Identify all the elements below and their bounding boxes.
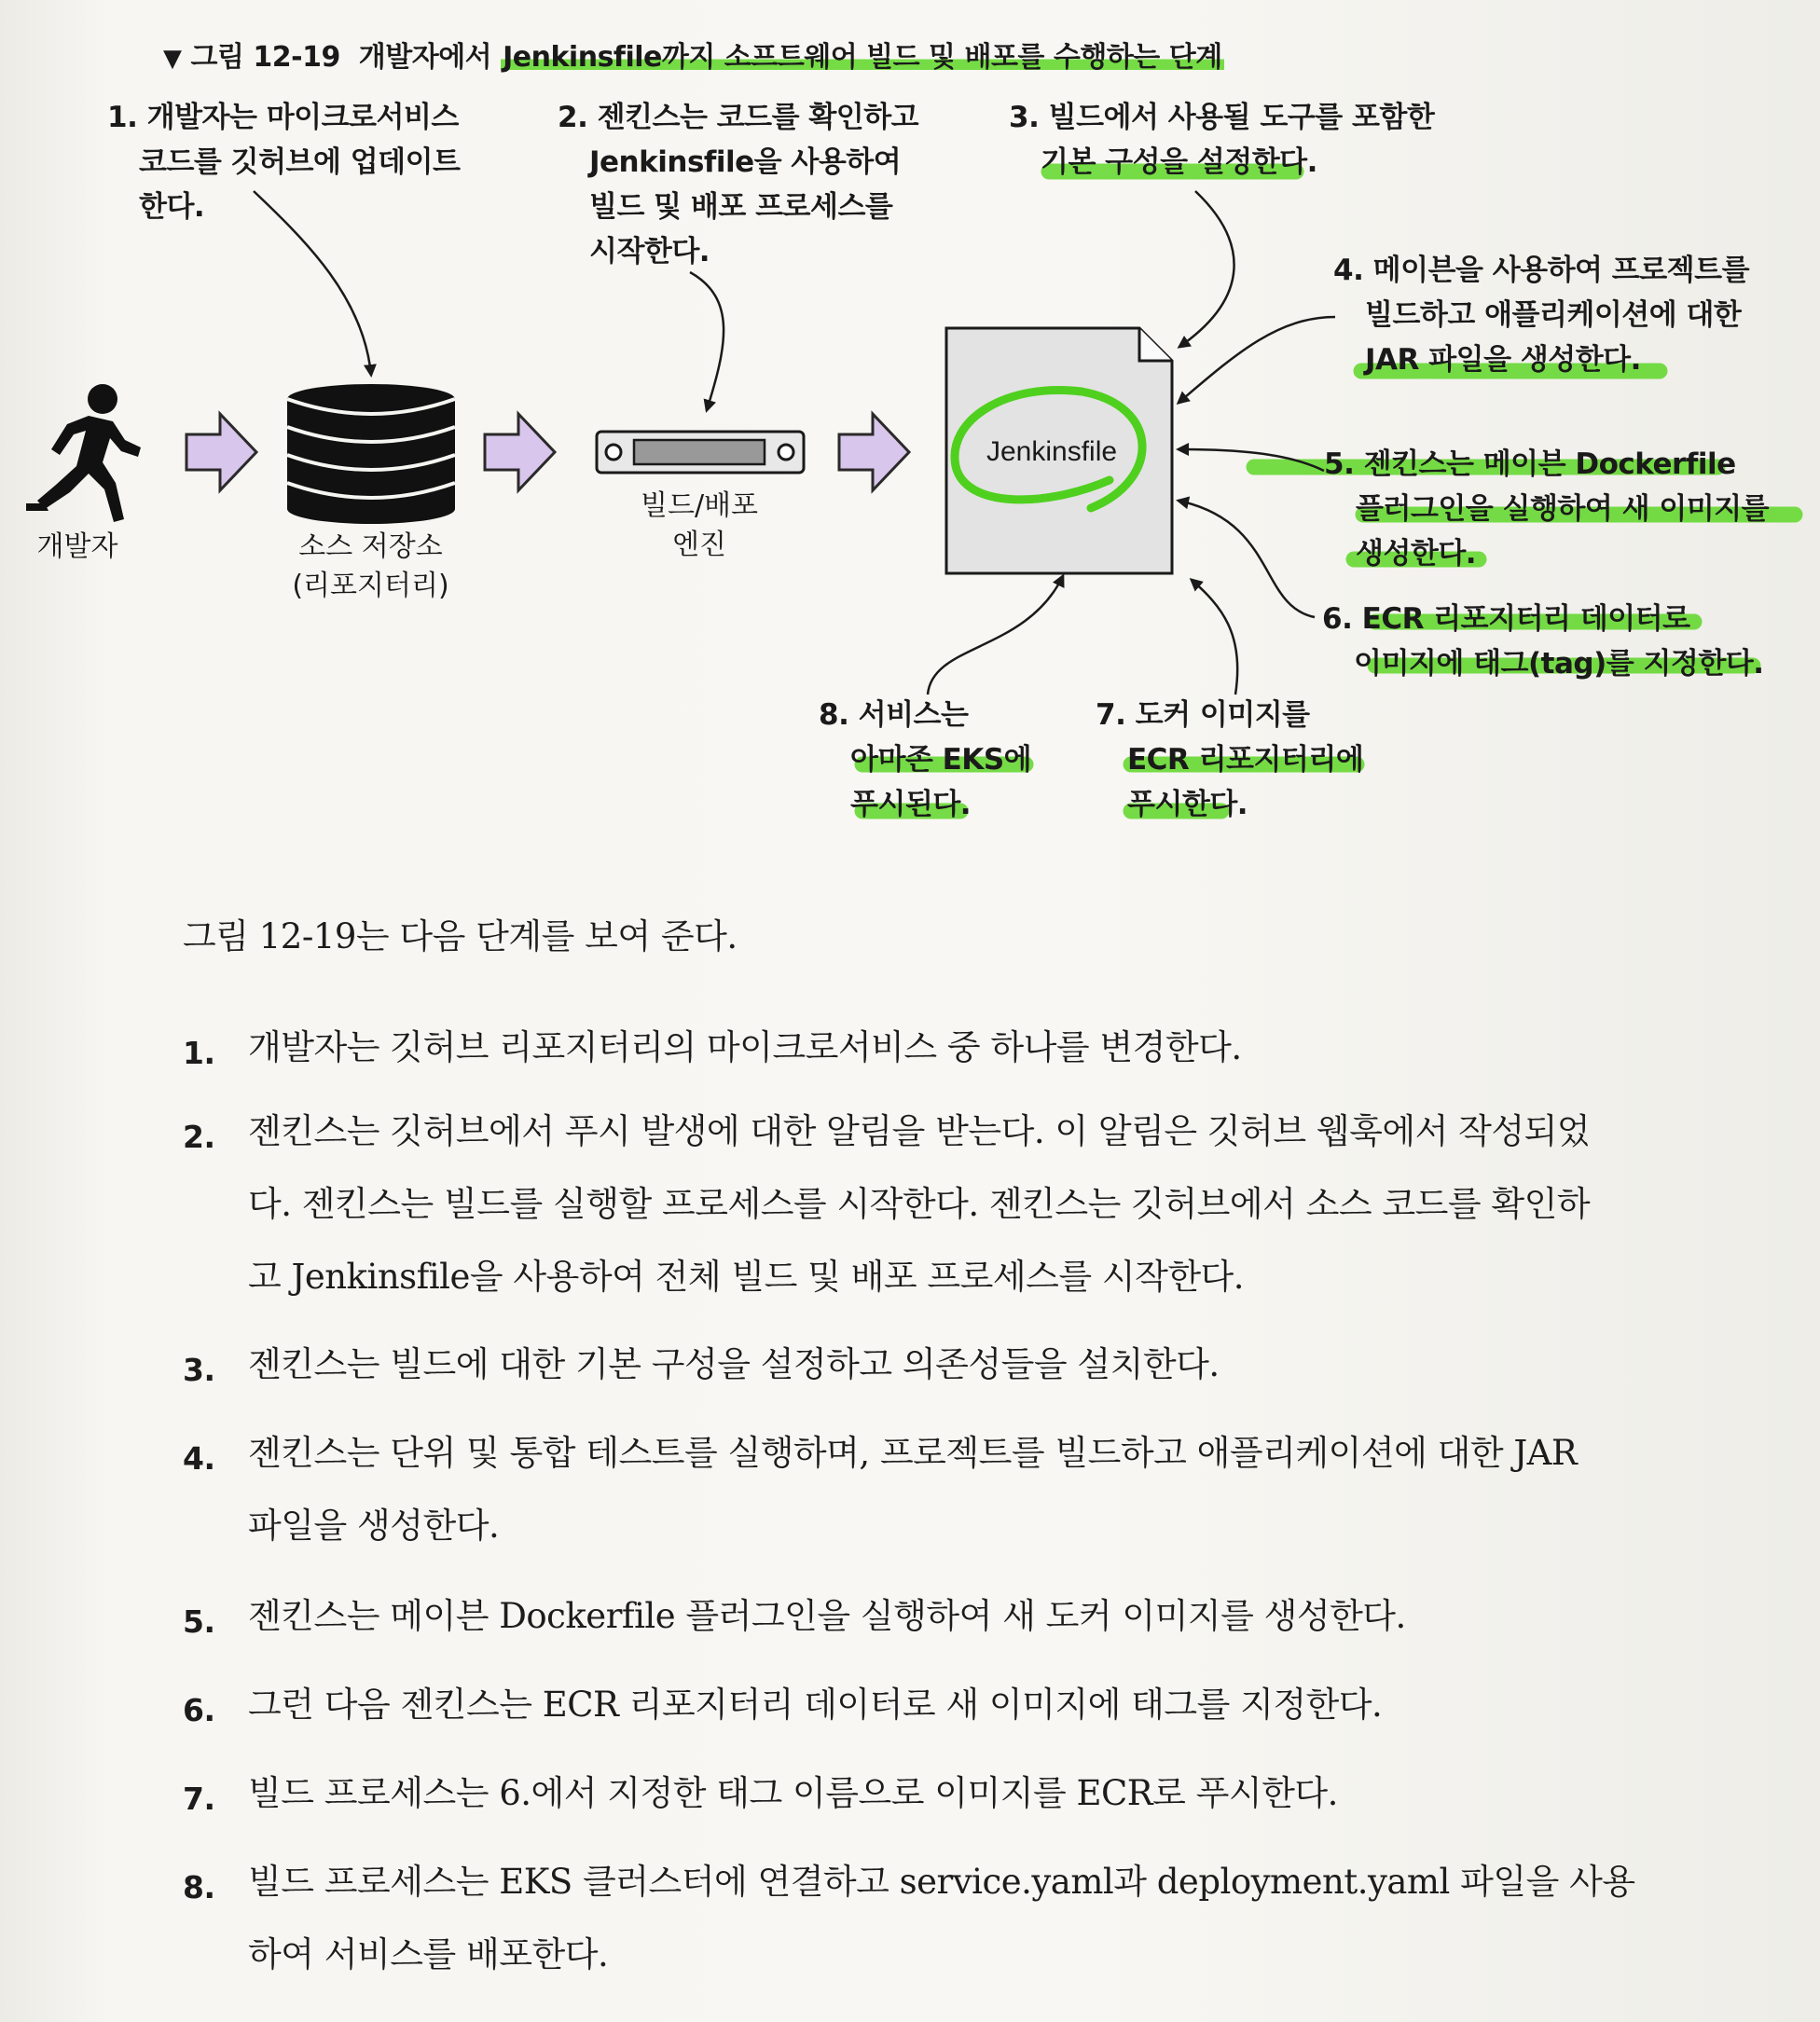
list-number: 5. <box>183 1603 215 1640</box>
note-step-1 <box>107 95 461 229</box>
note-line: 8. 서비스는 <box>819 698 969 732</box>
arrow-right-icon <box>485 414 555 490</box>
list-number: 2. <box>183 1119 215 1155</box>
chevron-down-icon: ▼ <box>163 45 182 73</box>
list-line: 젠킨스는 단위 및 통합 테스트를 실행하며, 프로젝트를 빌드하고 애플리케이션에 대한 JAR <box>248 1433 1578 1473</box>
note-step-7 <box>1096 693 1363 827</box>
note-line: 이미지에 태그(tag)를 지정한다. <box>1354 647 1764 681</box>
note-line: 생성한다. <box>1356 537 1477 571</box>
note-line: 푸시된다. <box>850 788 972 821</box>
list-number: 8. <box>183 1869 215 1905</box>
list-line: 그런 다음 젠킨스는 ECR 리포지터리 데이터로 새 이미지에 태그를 지정한다. <box>248 1685 1383 1725</box>
note-line: 4. 메이븐을 사용하여 프로젝트를 <box>1333 254 1750 287</box>
list-number: 3. <box>183 1352 215 1388</box>
note-line: 7. 도커 이미지를 <box>1096 698 1310 732</box>
arrow-right-icon <box>839 414 909 490</box>
repo-label-line: (리포지터리) <box>292 570 449 602</box>
note-step-2 <box>558 95 918 274</box>
note-line: 3. 빌드에서 사용될 도구를 포함한 <box>1009 101 1435 134</box>
engine-label-line: 엔진 <box>672 529 726 561</box>
repo-label-line: 소스 저장소 <box>298 530 443 563</box>
note-line: Jenkinsfile을 사용하여 <box>589 145 902 179</box>
list-number: 7. <box>183 1781 215 1817</box>
arrow-right-icon <box>186 414 256 490</box>
note-line: JAR 파일을 생성한다. <box>1365 343 1641 377</box>
list-line: 고 Jenkinsfile을 사용하여 전체 빌드 및 배포 프로세스를 시작한다. <box>248 1257 1245 1297</box>
runner-icon <box>26 384 141 522</box>
caption-text-pre: 개발자에서 <box>358 41 502 74</box>
server-icon <box>597 432 804 473</box>
repo-label <box>261 528 480 606</box>
note-line: 플러그인을 실행하여 새 이미지를 <box>1356 492 1770 526</box>
note-line: 6. ECR 리포지터리 데이터로 <box>1322 602 1690 636</box>
note-step-4 <box>1333 248 1749 382</box>
list-line: 빌드 프로세스는 6.에서 지정한 태그 이름으로 이미지를 ECR로 푸시한다. <box>248 1773 1338 1813</box>
list-line: 젠킨스는 빌드에 대한 기본 구성을 설정하고 의존성들을 설치한다. <box>248 1344 1220 1384</box>
caption-text-highlight: Jenkinsfile까지 소프트웨어 빌드 및 배포를 수행하는 단계 <box>503 41 1222 74</box>
list-number: 4. <box>183 1440 215 1477</box>
jenkinsfile-label: Jenkinsfile <box>986 436 1118 467</box>
note-line: 빌드하고 애플리케이션에 대한 <box>1365 298 1742 332</box>
developer-label: 개발자 <box>36 530 118 563</box>
note-line: 1. 개발자는 마이크로서비스 <box>107 101 459 134</box>
list-line: 젠킨스는 깃허브에서 푸시 발생에 대한 알림을 받는다. 이 알림은 깃허브 웹훅에서 작성되었 <box>248 1111 1591 1151</box>
database-icon <box>287 384 455 524</box>
list-number: 6. <box>183 1692 215 1728</box>
note-line: 시작한다. <box>589 235 710 268</box>
list-line: 개발자는 깃허브 리포지터리의 마이크로서비스 중 하나를 변경한다. <box>248 1027 1242 1067</box>
note-step-8 <box>819 693 1031 827</box>
note-line: 아마존 EKS에 <box>850 743 1032 777</box>
engine-label <box>615 487 783 565</box>
note-line: 2. 젠킨스는 코드를 확인하고 <box>558 101 919 134</box>
note-line: 5. 젠킨스는 메이븐 Dockerfile <box>1324 447 1736 481</box>
note-line: 빌드 및 배포 프로세스를 <box>589 190 893 224</box>
note-line: 푸시한다. <box>1127 788 1248 821</box>
note-line: 한다. <box>139 190 205 224</box>
list-number: 1. <box>183 1035 215 1071</box>
note-step-6 <box>1322 597 1764 686</box>
note-step-5 <box>1324 442 1769 576</box>
list-line: 파일을 생성한다. <box>248 1506 500 1546</box>
list-line: 빌드 프로세스는 EKS 클러스터에 연결하고 service.yaml과 deployment.yaml 파일을 사용 <box>248 1862 1635 1902</box>
note-step-3 <box>1009 95 1434 185</box>
figure-number: 그림 12-19 <box>190 41 340 74</box>
list-line: 젠킨스는 메이븐 Dockerfile 플러그인을 실행하여 새 도커 이미지를 생성한다. <box>248 1596 1406 1636</box>
list-line: 다. 젠킨스는 빌드를 실행할 프로세스를 시작한다. 젠킨스는 깃허브에서 소스 코드를 확인하 <box>248 1184 1591 1224</box>
list-line: 하여 서비스를 배포한다. <box>248 1934 609 1974</box>
note-line: 코드를 깃허브에 업데이트 <box>139 145 461 179</box>
note-line: 기본 구성을 설정한다. <box>1041 145 1317 179</box>
note-line: ECR 리포지터리에 <box>1127 743 1364 777</box>
engine-label-line: 빌드/배포 <box>640 489 759 522</box>
intro-paragraph: 그림 12-19는 다음 단계를 보여 준다. <box>183 916 738 956</box>
